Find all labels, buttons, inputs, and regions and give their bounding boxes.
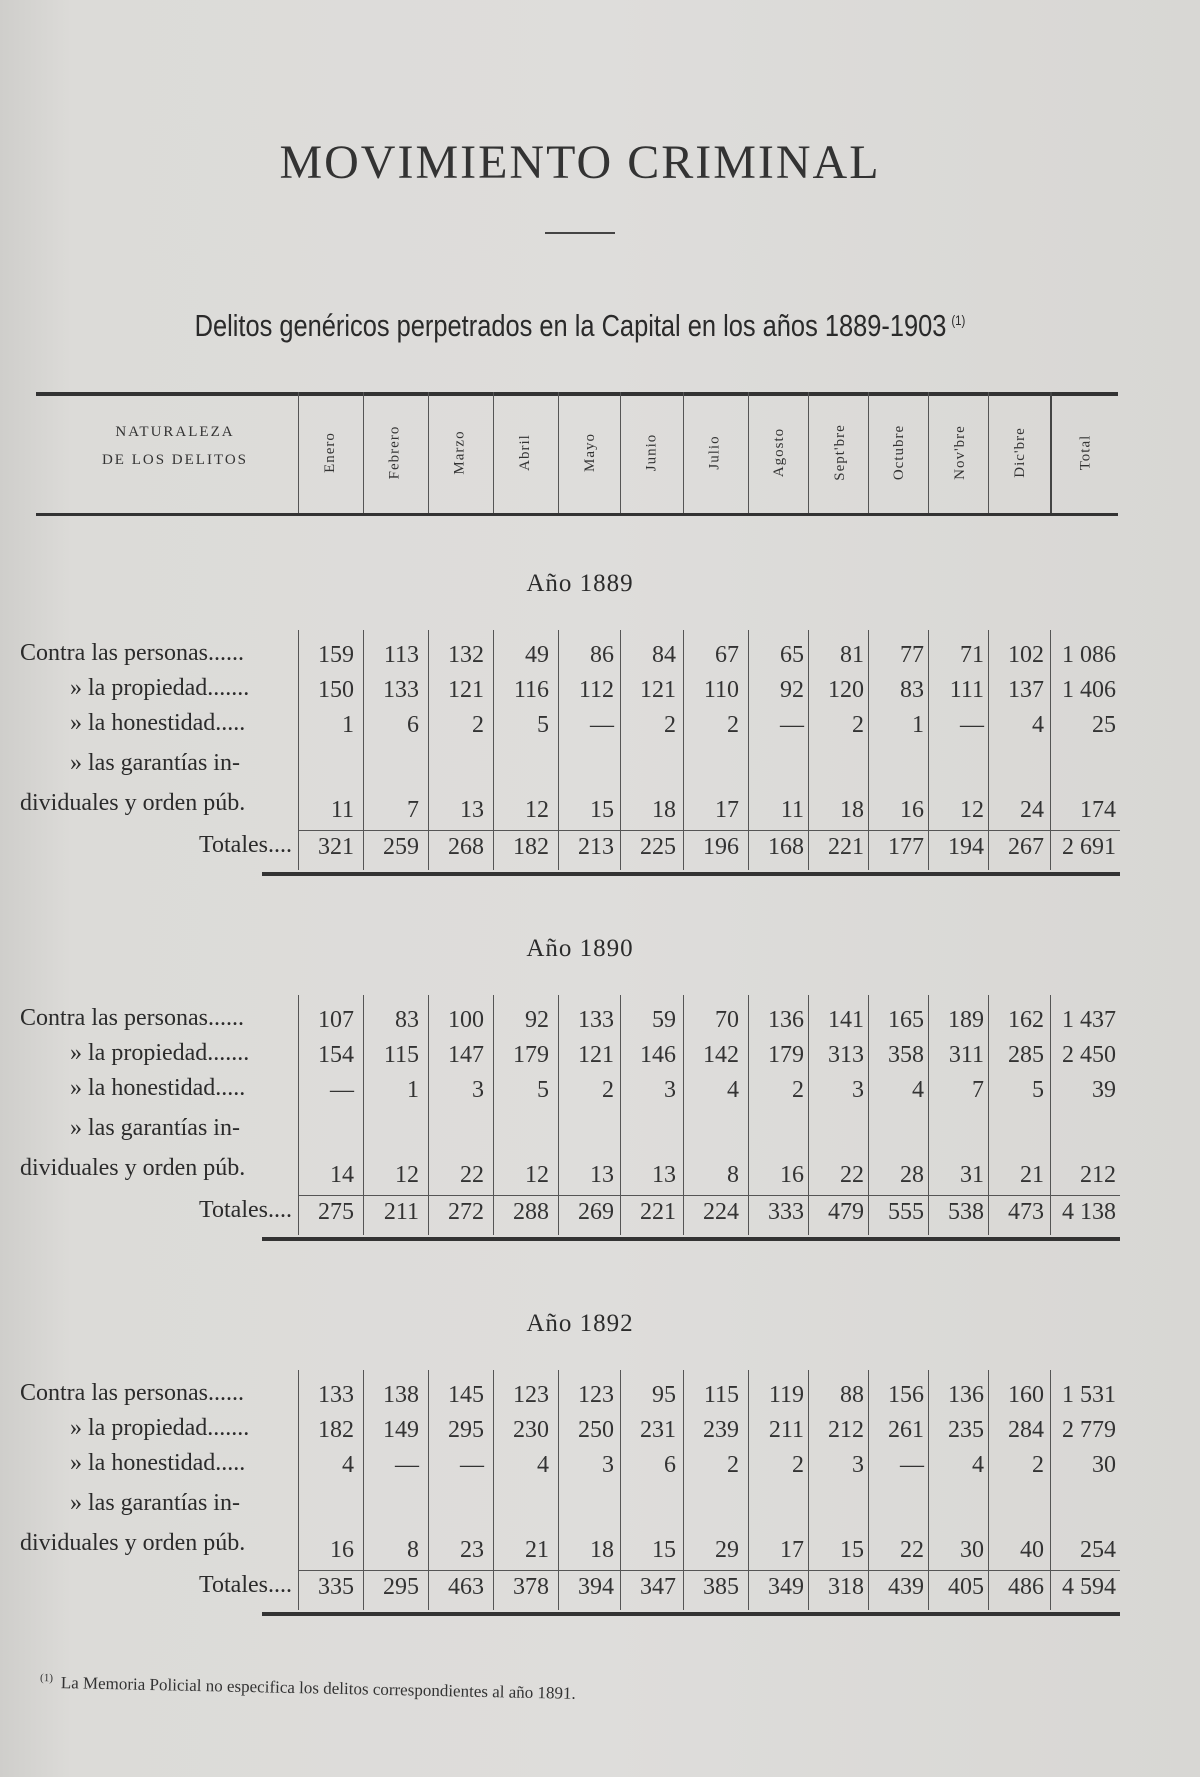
table-cell: 121 (640, 677, 676, 703)
month-header-12 (1050, 392, 1120, 513)
column-divider (748, 995, 749, 1235)
table-cell: 7 (407, 797, 419, 823)
column-divider (620, 630, 621, 870)
column-divider (928, 630, 929, 870)
column-divider (558, 1370, 559, 1610)
table-cell: 146 (640, 1042, 676, 1068)
table-cell: 12 (525, 1162, 549, 1188)
title-rule (545, 232, 615, 234)
table-cell: 142 (703, 1042, 739, 1068)
table-cell: 11 (780, 797, 804, 823)
total-cell: 479 (828, 1199, 864, 1225)
table-cell: 165 (888, 1007, 924, 1033)
column-divider (748, 630, 749, 870)
total-cell: 349 (768, 1574, 804, 1600)
row-label-honestidad: » la honestidad..... (70, 1450, 246, 1476)
table-cell: 4 (972, 1452, 984, 1478)
table-cell: 136 (948, 1382, 984, 1408)
month-header-label: Enero (321, 432, 338, 473)
table-cell: 150 (318, 677, 354, 703)
footnote-mark: (1) (39, 1672, 54, 1685)
table-cell: 123 (578, 1382, 614, 1408)
total-cell: 196 (703, 834, 739, 860)
table-cell: 138 (383, 1382, 419, 1408)
total-cell: 267 (1008, 834, 1044, 860)
table-cell: 113 (383, 642, 419, 668)
month-header-3 (493, 392, 556, 513)
column-divider (808, 1370, 809, 1610)
table-cell: 59 (652, 1007, 676, 1033)
section-year-title: Año 1889 (526, 570, 634, 597)
total-cell: 4 594 (1062, 1574, 1116, 1600)
total-cell: 333 (768, 1199, 804, 1225)
column-divider (428, 995, 429, 1235)
table-cell: 2 (602, 1077, 614, 1103)
column-divider (683, 995, 684, 1235)
table-cell: 12 (960, 797, 984, 823)
totals-rule (298, 1570, 1120, 1571)
table-cell: 112 (578, 677, 614, 703)
column-divider (1050, 1370, 1051, 1610)
column-divider (988, 630, 989, 870)
table-cell: 100 (448, 1007, 484, 1033)
total-cell: 194 (948, 834, 984, 860)
section-bottom-rule (262, 1237, 1120, 1241)
table-cell: 295 (448, 1417, 484, 1443)
table-cell: 6 (407, 712, 419, 738)
table-cell: 88 (840, 1382, 864, 1408)
table-cell: 156 (888, 1382, 924, 1408)
table-cell: 8 (407, 1537, 419, 1563)
total-cell: 538 (948, 1199, 984, 1225)
table-cell: 2 (1032, 1452, 1044, 1478)
table-cell: 284 (1008, 1417, 1044, 1443)
table-cell: 211 (768, 1417, 804, 1443)
table-cell: 235 (948, 1417, 984, 1443)
table-cell: 254 (1080, 1537, 1116, 1563)
table-cell: 154 (318, 1042, 354, 1068)
table-cell: 13 (460, 797, 484, 823)
table-cell: 15 (590, 797, 614, 823)
month-header-label: Octubre (891, 424, 908, 481)
row-label-garantias2: dividuales y orden púb. (20, 790, 246, 816)
table-cell: 18 (590, 1537, 614, 1563)
subtitle-note-ref: (1) (951, 311, 966, 328)
table-cell: 239 (703, 1417, 739, 1443)
table-cell: 5 (537, 1077, 549, 1103)
month-header-label: Sept'bre (831, 424, 848, 481)
month-header-4 (558, 392, 621, 513)
column-divider (808, 630, 809, 870)
table-cell: 115 (703, 1382, 739, 1408)
table-cell: 4 (1032, 712, 1044, 738)
total-cell: 378 (513, 1574, 549, 1600)
row-label-propiedad: » la propiedad....... (70, 1040, 250, 1066)
header-label-line1: NATURALEZA (115, 424, 235, 440)
column-divider (298, 995, 299, 1235)
subtitle-text: Delitos genéricos perpetrados en la Capital en los años 1889-1903 (194, 308, 947, 343)
month-header-0 (298, 392, 361, 513)
row-label-garantias2: dividuales y orden púb. (20, 1155, 246, 1181)
table-cell: 145 (448, 1382, 484, 1408)
table-cell: 189 (948, 1007, 984, 1033)
total-cell: 335 (318, 1574, 354, 1600)
table-cell: 23 (460, 1537, 484, 1563)
table-cell: 230 (513, 1417, 549, 1443)
table-cell: 2 (727, 712, 739, 738)
table-cell: 261 (888, 1417, 924, 1443)
row-label-personas: Contra las personas...... (20, 1380, 244, 1406)
table-cell: 8 (727, 1162, 739, 1188)
table-cell: 147 (448, 1042, 484, 1068)
column-divider (493, 995, 494, 1235)
table-cell: 2 (792, 1452, 804, 1478)
column-divider (493, 630, 494, 870)
table-cell: 137 (1008, 677, 1044, 703)
table-cell: 25 (1092, 712, 1116, 738)
column-divider (558, 630, 559, 870)
month-header-label: Total (1077, 434, 1094, 471)
table-cell: 4 (342, 1452, 354, 1478)
table-cell: 120 (828, 677, 864, 703)
table-cell: 28 (900, 1162, 924, 1188)
table-cell: 1 (912, 712, 924, 738)
table-cell: 212 (1080, 1162, 1116, 1188)
table-cell: 1 086 (1062, 642, 1116, 668)
table-cell: 17 (780, 1537, 804, 1563)
table-cell: 2 779 (1062, 1417, 1116, 1443)
table-cell: 29 (715, 1537, 739, 1563)
table-cell: 133 (578, 1007, 614, 1033)
month-header-8 (808, 392, 871, 513)
table-cell: 212 (828, 1417, 864, 1443)
total-cell: 439 (888, 1574, 924, 1600)
table-cell: 3 (472, 1077, 484, 1103)
table-cell: 15 (652, 1537, 676, 1563)
table-cell: 358 (888, 1042, 924, 1068)
table-cell: 2 (727, 1452, 739, 1478)
total-cell: 221 (640, 1199, 676, 1225)
totals-rule (298, 830, 1120, 831)
month-header-label: Nov'bre (951, 425, 968, 480)
table-cell: 285 (1008, 1042, 1044, 1068)
month-header-label: Mayo (581, 433, 598, 472)
table-cell: 4 (727, 1077, 739, 1103)
total-cell: 555 (888, 1199, 924, 1225)
table-cell: 12 (525, 797, 549, 823)
total-cell: 405 (948, 1574, 984, 1600)
table-cell: 16 (780, 1162, 804, 1188)
table-cell: 31 (960, 1162, 984, 1188)
row-label-propiedad: » la propiedad....... (70, 1415, 250, 1441)
total-cell: 269 (578, 1199, 614, 1225)
table-cell: 16 (330, 1537, 354, 1563)
total-cell: 275 (318, 1199, 354, 1225)
month-header-label: Agosto (771, 427, 788, 478)
row-label-propiedad: » la propiedad....... (70, 675, 250, 701)
table-cell: 18 (652, 797, 676, 823)
table-cell: 81 (840, 642, 864, 668)
column-divider (868, 630, 869, 870)
month-header-5 (620, 392, 683, 513)
footnote-text: La Memoria Policial no especifica los delitos correspondientes al año 1891. (60, 1673, 576, 1703)
table-cell: 111 (949, 677, 984, 703)
total-cell: 473 (1008, 1199, 1044, 1225)
table-cell: 7 (972, 1077, 984, 1103)
table-cell: 162 (1008, 1007, 1044, 1033)
column-divider (868, 995, 869, 1235)
row-label-honestidad: » la honestidad..... (70, 1075, 246, 1101)
total-cell: 168 (768, 834, 804, 860)
totals-rule (298, 1195, 1120, 1196)
table-cell: 179 (513, 1042, 549, 1068)
table-cell: 1 (407, 1077, 419, 1103)
table-cell: 311 (948, 1042, 984, 1068)
column-divider (868, 1370, 869, 1610)
column-divider (363, 995, 364, 1235)
section-bottom-rule (262, 1612, 1120, 1616)
table-cell: 17 (715, 797, 739, 823)
table-cell: 30 (1092, 1452, 1116, 1478)
total-cell: 394 (578, 1574, 614, 1600)
total-cell: 385 (703, 1574, 739, 1600)
column-divider (363, 630, 364, 870)
table-cell: 71 (960, 642, 984, 668)
table-cell: 107 (318, 1007, 354, 1033)
table-cell: 40 (1020, 1537, 1044, 1563)
table-cell: 2 (852, 712, 864, 738)
table-cell: 2 (664, 712, 676, 738)
total-cell: 268 (448, 834, 484, 860)
table-cell: 22 (900, 1537, 924, 1563)
total-cell: 463 (448, 1574, 484, 1600)
table-cell: 3 (664, 1077, 676, 1103)
table-cell: 1 531 (1062, 1382, 1116, 1408)
month-header-label: Junio (643, 433, 660, 472)
total-cell: 211 (383, 1199, 419, 1225)
table-cell: 21 (1020, 1162, 1044, 1188)
footnote (40, 1672, 576, 1704)
total-cell: 288 (513, 1199, 549, 1225)
table-cell: 70 (715, 1007, 739, 1033)
table-cell: 159 (318, 642, 354, 668)
section-year-title: Año 1890 (526, 935, 634, 962)
total-cell: 259 (383, 834, 419, 860)
table-cell: 18 (840, 797, 864, 823)
table-cell: 83 (900, 677, 924, 703)
month-header-2 (428, 392, 491, 513)
table-cell: 149 (383, 1417, 419, 1443)
column-divider (558, 995, 559, 1235)
total-cell: 486 (1008, 1574, 1044, 1600)
table-cell: 1 406 (1062, 677, 1116, 703)
table-cell: 84 (652, 642, 676, 668)
table-cell: — (395, 1452, 419, 1478)
table-cell: 313 (828, 1042, 864, 1068)
column-divider (683, 630, 684, 870)
column-divider (298, 1370, 299, 1610)
column-divider (928, 995, 929, 1235)
header-label (60, 418, 290, 474)
table-cell: 4 (912, 1077, 924, 1103)
column-divider (1050, 995, 1051, 1235)
month-header-label: Marzo (451, 430, 468, 475)
table-cell: — (590, 712, 614, 738)
section-bottom-rule (262, 872, 1120, 876)
column-divider (928, 1370, 929, 1610)
table-cell: 5 (537, 712, 549, 738)
table-cell: 22 (460, 1162, 484, 1188)
total-cell: 213 (578, 834, 614, 860)
column-divider (988, 1370, 989, 1610)
table-cell: 116 (513, 677, 549, 703)
table-cell: — (330, 1077, 354, 1103)
table-cell: 132 (448, 642, 484, 668)
table-cell: 121 (578, 1042, 614, 1068)
month-header-label: Febrero (386, 425, 403, 480)
total-cell: 225 (640, 834, 676, 860)
table-cell: 133 (318, 1382, 354, 1408)
table-cell: — (900, 1452, 924, 1478)
row-label-garantias1: » las garantías in- (70, 1115, 240, 1141)
table-cell: 250 (578, 1417, 614, 1443)
table-subtitle (104, 308, 1055, 344)
month-header-11 (988, 392, 1051, 513)
table-cell: 133 (383, 677, 419, 703)
column-divider (1050, 630, 1051, 870)
table-cell: 86 (590, 642, 614, 668)
column-divider (620, 995, 621, 1235)
table-cell: 1 (342, 712, 354, 738)
total-cell: 221 (828, 834, 864, 860)
total-cell: 318 (828, 1574, 864, 1600)
column-divider (988, 995, 989, 1235)
row-label-honestidad: » la honestidad..... (70, 710, 246, 736)
section-year-title: Año 1892 (526, 1310, 634, 1337)
table-cell: 6 (664, 1452, 676, 1478)
column-divider (620, 1370, 621, 1610)
month-header-7 (748, 392, 811, 513)
table-cell: 92 (525, 1007, 549, 1033)
row-label-totales: Totales.... (199, 1197, 292, 1223)
table-cell: 24 (1020, 797, 1044, 823)
table-cell: 102 (1008, 642, 1044, 668)
table-cell: 174 (1080, 797, 1116, 823)
month-header-label: Julio (706, 435, 723, 470)
table-cell: 110 (703, 677, 739, 703)
total-cell: 295 (383, 1574, 419, 1600)
table-cell: 22 (840, 1162, 864, 1188)
month-header-1 (363, 392, 426, 513)
table-cell: 83 (395, 1007, 419, 1033)
table-cell: 3 (852, 1077, 864, 1103)
month-header-6 (683, 392, 746, 513)
total-cell: 347 (640, 1574, 676, 1600)
table-cell: 141 (828, 1007, 864, 1033)
table-cell: 11 (330, 797, 354, 823)
table-cell: 21 (525, 1537, 549, 1563)
column-divider (493, 1370, 494, 1610)
table-cell: 121 (448, 677, 484, 703)
month-header-label: Abril (516, 434, 533, 471)
total-cell: 177 (888, 834, 924, 860)
total-cell: 182 (513, 834, 549, 860)
row-label-garantias1: » las garantías in- (70, 1490, 240, 1516)
table-cell: 136 (768, 1007, 804, 1033)
table-cell: 14 (330, 1162, 354, 1188)
table-cell: 160 (1008, 1382, 1044, 1408)
month-header-9 (868, 392, 931, 513)
table-cell: 16 (900, 797, 924, 823)
month-header-10 (928, 392, 991, 513)
row-label-personas: Contra las personas...... (20, 1005, 244, 1031)
total-cell: 224 (703, 1199, 739, 1225)
column-divider (683, 1370, 684, 1610)
table-cell: 4 (537, 1452, 549, 1478)
row-label-garantias1: » las garantías in- (70, 750, 240, 776)
month-header-label: Dic'bre (1011, 427, 1028, 478)
table-cell: — (460, 1452, 484, 1478)
total-cell: 321 (318, 834, 354, 860)
table-cell: 123 (513, 1382, 549, 1408)
table-cell: 179 (768, 1042, 804, 1068)
table-cell: 231 (640, 1417, 676, 1443)
table-cell: 15 (840, 1537, 864, 1563)
table-cell: 49 (525, 642, 549, 668)
table-cell: 67 (715, 642, 739, 668)
table-cell: — (960, 712, 984, 738)
table-cell: 119 (768, 1382, 804, 1408)
total-cell: 2 691 (1062, 834, 1116, 860)
table-cell: 95 (652, 1382, 676, 1408)
column-divider (363, 1370, 364, 1610)
table-cell: 1 437 (1062, 1007, 1116, 1033)
column-divider (748, 1370, 749, 1610)
column-divider (808, 995, 809, 1235)
table-cell: 2 (472, 712, 484, 738)
table-cell: — (780, 712, 804, 738)
total-cell: 4 138 (1062, 1199, 1116, 1225)
table-cell: 12 (395, 1162, 419, 1188)
table-cell: 3 (852, 1452, 864, 1478)
page-title: MOVIMIENTO CRIMINAL (279, 136, 881, 189)
table-cell: 65 (780, 642, 804, 668)
row-label-garantias2: dividuales y orden púb. (20, 1530, 246, 1556)
row-label-totales: Totales.... (199, 1572, 292, 1598)
table-cell: 39 (1092, 1077, 1116, 1103)
header-label-line2: DE LOS DELITOS (101, 452, 249, 468)
column-divider (428, 1370, 429, 1610)
row-label-personas: Contra las personas...... (20, 640, 244, 666)
table-cell: 2 450 (1062, 1042, 1116, 1068)
table-cell: 2 (792, 1077, 804, 1103)
total-cell: 272 (448, 1199, 484, 1225)
table-cell: 77 (900, 642, 924, 668)
row-label-totales: Totales.... (199, 832, 292, 858)
table-cell: 3 (602, 1452, 614, 1478)
column-divider (298, 630, 299, 870)
column-divider (428, 630, 429, 870)
table-cell: 182 (318, 1417, 354, 1443)
header-bottom-rule (36, 513, 1118, 516)
table-cell: 30 (960, 1537, 984, 1563)
table-cell: 115 (383, 1042, 419, 1068)
table-cell: 13 (590, 1162, 614, 1188)
table-cell: 13 (652, 1162, 676, 1188)
table-cell: 5 (1032, 1077, 1044, 1103)
table-cell: 92 (780, 677, 804, 703)
